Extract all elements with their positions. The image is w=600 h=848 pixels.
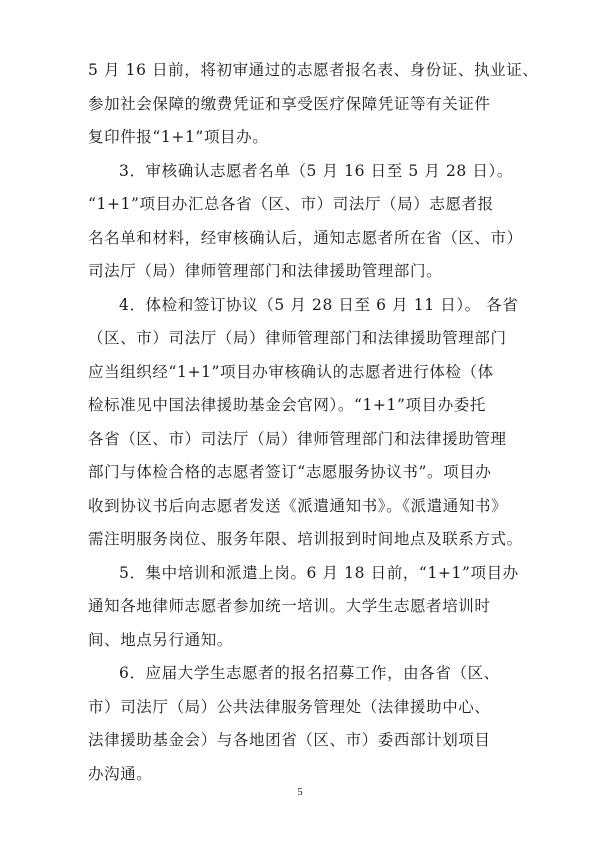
section-heading-4: 4．体检和签订协议（5 月 28 日至 6 月 11 日）。 各省: [119, 295, 519, 314]
text-line: 法律援助基金会）与各地团省（区、市）委西部计划项目: [88, 731, 491, 749]
text-line: 复印件报“1+1”项目办。: [88, 128, 269, 146]
text-line: 需注明服务岗位、服务年限、培训报到时间地点及联系方式。: [88, 530, 523, 548]
text-line: 检标准见中国法律援助基金会官网）。“1+1”项目办委托: [88, 396, 487, 414]
text-line: 名名单和材料，经审核确认后，通知志愿者所在省（区、市）: [88, 228, 523, 247]
section-heading-6: 6．应届大学生志愿者的报名招募工作，由各省（区、: [119, 664, 500, 682]
text-line: 参加社会保障的缴费凭证和享受医疗保障凭证等有关证件: [88, 94, 491, 113]
section-heading-3: 3．审核确认志愿者名单（5 月 16 日至 5 月 28 日）。: [119, 161, 513, 180]
text-line: 5 月 16 日前，将初审通过的志愿者报名表、身份证、执业证、: [88, 61, 539, 79]
text-line: （区、市）司法厅（局）律师管理部门和法律援助管理部门: [88, 329, 507, 347]
text-line: 各省（区、市）司法厅（局）律师管理部门和法律援助管理: [88, 429, 507, 448]
text-line: 收到协议书后向志愿者发送《派遣通知书》。《派遣通知书》: [88, 496, 508, 515]
text-line: 部门与体检合格的志愿者签订“志愿服务协议书”。项目办: [88, 463, 492, 481]
text-line: 市）司法厅（局）公共法律服务管理处（法律援助中心、: [88, 697, 491, 716]
text-line: 应当组织经“1+1”项目办审核确认的志愿者进行体检（体: [88, 362, 494, 381]
section-heading-5: 5．集中培训和派遣上岗。6 月 18 日前，“1+1”项目办: [119, 563, 519, 582]
text-line: 通知各地律师志愿者参加统一培训。大学生志愿者培训时: [88, 597, 491, 615]
text-line: 办沟通。: [88, 764, 153, 783]
body-text: [88, 54, 539, 791]
text-line: 司法厅（局）律师管理部门和法律援助管理部门。: [88, 262, 443, 280]
text-line: “1+1”项目办汇总各省（区、市）司法厅（局）志愿者报: [88, 195, 494, 213]
text-line: 间、地点另行通知。: [88, 630, 233, 649]
page-number: 5: [297, 786, 303, 798]
